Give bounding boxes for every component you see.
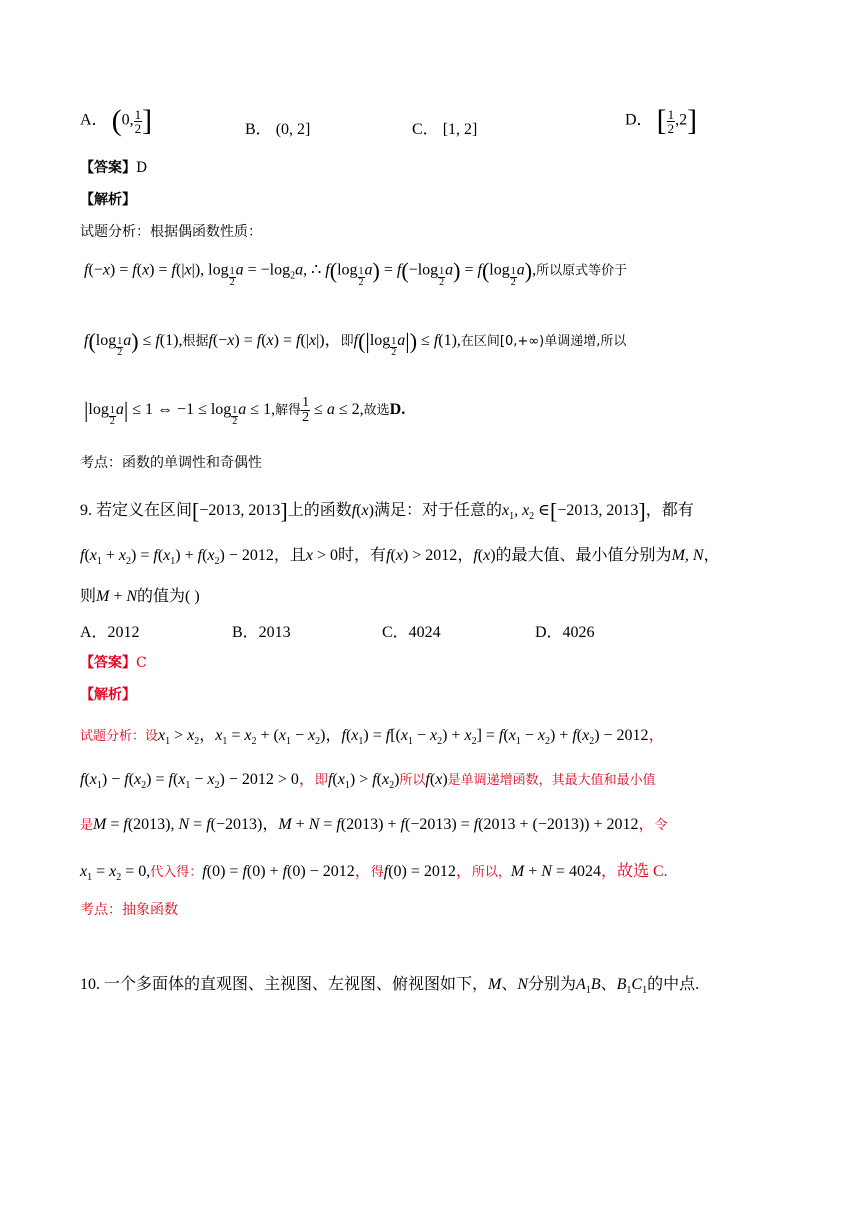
- q9-solution-line3: 是M = f(2013), N = f(−2013)，M + N = f(2013) + f(−2013) = f(2013 + (−2013)) + 2012，令: [80, 816, 668, 833]
- q9-option-b: B．2013: [232, 624, 291, 641]
- q8-option-a-label: A．: [80, 111, 108, 129]
- q8-option-b: B． (0, 2]: [245, 121, 311, 138]
- q9-stem-line2: $f(x_1 + x_2) = f(x_1) + f(x_2) - 2012$，且x > 0时，有f(x) > 2012，f(x)的最大值、最小值分别为M, N，: [80, 547, 720, 567]
- q9-kaodian: 考点：抽象函数: [80, 902, 178, 918]
- q9-answer-value: C: [136, 655, 147, 671]
- q9-answer: 【答案】C: [80, 655, 147, 671]
- q8-option-c-value: [1, 2]: [442, 121, 478, 138]
- q9-solution-line2: $f(x_1) - f(x_2) = f(x_1 - x_2) - 2012 > 0$，即$f(x_1) > f(x_2)$所以f(x)是单调递增函数，其最大值和最小值: [80, 771, 656, 791]
- q8-solution-line1: f(−x) = f(x) = f(|x|), log $\frac{1}{2}$ $a = -\log_2a$, ∴ f(log $\frac{1}{2}$ a) = f(−log $\frac{1}{2}$ a) = f(log $\frac{1}{2}$ a),所以原式等价于: [84, 258, 628, 288]
- q8-analysis-intro: 试题分析：根据偶函数性质：: [80, 224, 262, 240]
- q9-option-d: D．4026: [535, 624, 595, 641]
- q8-answer: 【答案】D: [80, 160, 148, 176]
- q8-analysis-label: 【解析】: [80, 192, 136, 208]
- q9-stem-line1: 9. 若定义在区间[−2013, 2013]上的函数f(x)满足：对于任意的$x_1$, $x_2$ ∈[−2013, 2013]，都有: [80, 498, 694, 524]
- q8-option-a: A． (0, $\frac{1}{2}$ ]: [80, 104, 153, 137]
- q8-solution-line3: |log $\frac{1}{2}$ a| ≤ 1 ⇔ −1 ≤ log $\frac{1}{2}$ a ≤ 1,解得 $\frac{1}{2}$ ≤ a ≤ 2,故选D.: [84, 395, 406, 428]
- q9-analysis-label: 【解析】: [80, 687, 136, 703]
- q10-stem: 10. 一个多面体的直观图、主视图、左视图、俯视图如下，M、N分别为$A_1B$、$B_1C_1$的中点.: [80, 976, 700, 996]
- q9-stem-line3: 则M + N的值为( ): [80, 588, 200, 605]
- q8-solution-line2: f(log $\frac{1}{2}$ a) ≤ f(1),根据f(−x) = f(x) = f(|x|)，即f(|log $\frac{1}{2}$ a|) ≤ f(1),在区间[0,+∞)单调递增,所以: [84, 328, 627, 358]
- q8-option-d: D． [ $\frac{1}{2}$ ,2]: [625, 104, 698, 137]
- q8-kaodian: 考点：函数的单调性和奇偶性: [80, 455, 262, 471]
- q8-option-c: C． [1, 2]: [412, 121, 478, 138]
- q9-option-c: C．4024: [382, 624, 441, 641]
- q8-option-b-value: (0, 2]: [275, 121, 311, 138]
- q9-option-a: A．2012: [80, 624, 140, 641]
- q9-solution-line1: 试题分析：设$x_1 > x_2$，$x_1 = x_2 + (x_1 - x_2)$，$f(x_1) = f[(x_1 - x_2) + x_2] = f(x_1 - x_2) + f(x_2) - 2012$，: [80, 727, 665, 747]
- q8-answer-value: D: [136, 160, 148, 176]
- q9-solution-line4: $x_1 = x_2 = 0$,代入得：f(0) = f(0) + f(0) − 2012，得f(0) = 2012，所以，M + N = 4024，故选 C.: [80, 863, 668, 883]
